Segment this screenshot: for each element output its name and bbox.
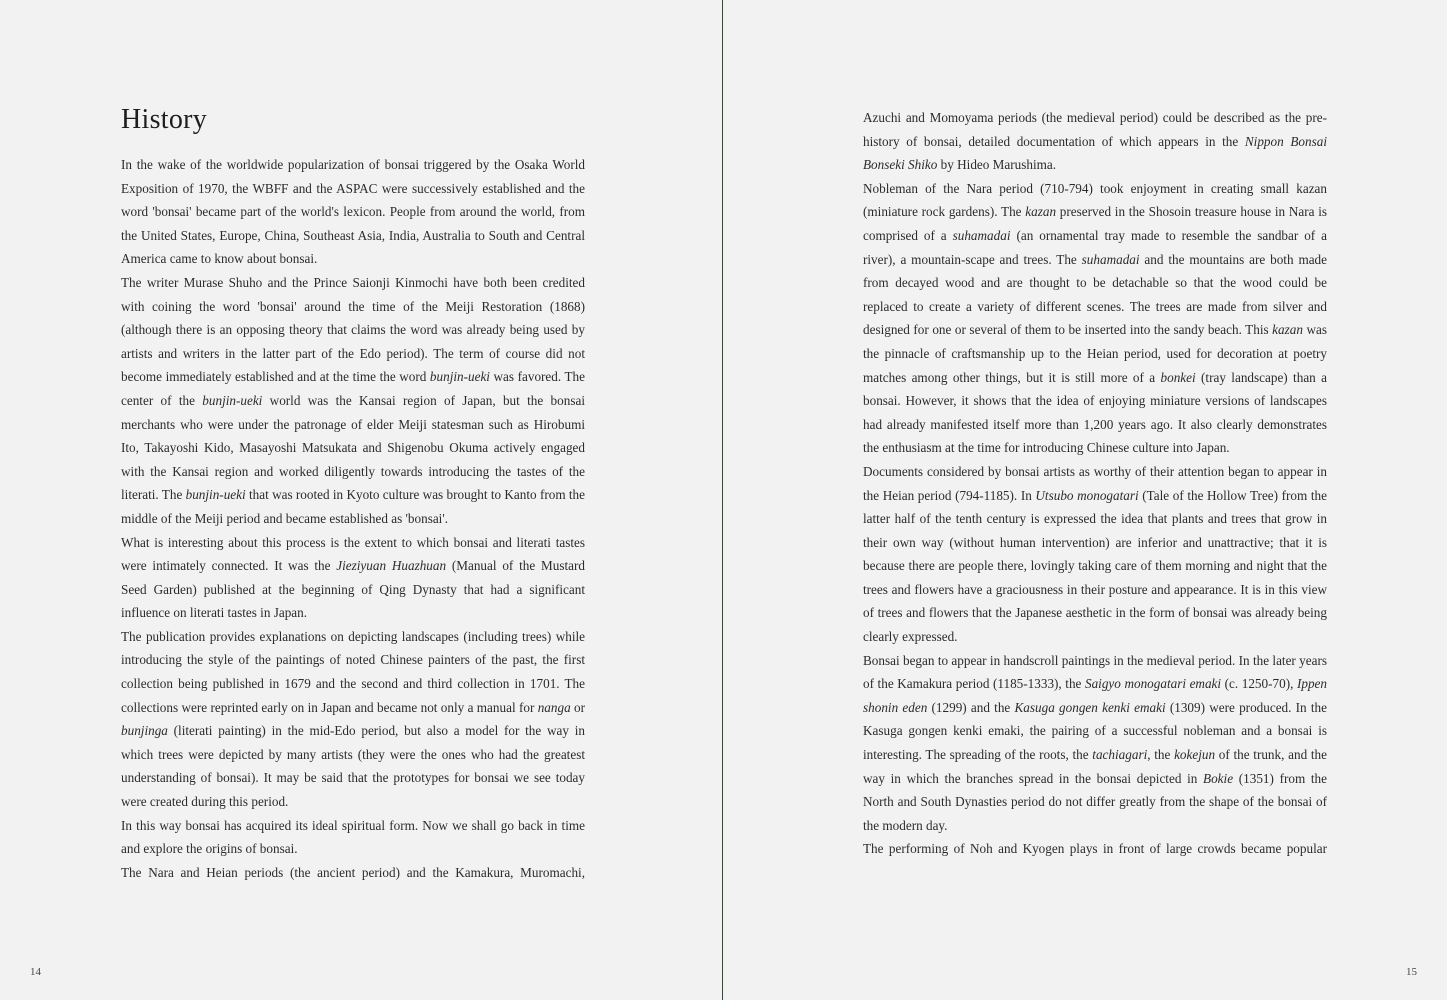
text-run: (literati painting) in the mid-Edo period, but also a model for the way in which trees were depicted by many artists (they were the ones who had the greatest understanding of bonsai). It may be said that the prototypes for bonsai we see today were created during this period. [121,723,585,810]
text-run: or [570,699,585,715]
text-run: (tray landscape) than a bonsai. However, it shows that the idea of enjoying miniature versions of landscapes had already manifested itself more than 1,200 years ago. It also clearly demonstrates the enthusiasm at the time for introducing Chinese culture into Japan. [863,369,1327,456]
text-run: preserved in the Shosoin treasure house in Nara is comprised of a [863,204,1327,243]
text-run: (1299) and the [927,699,1015,715]
text-run: (an ornamental tray made to resemble the sandbar of a river), a mountain-scape and trees. The [863,227,1327,267]
text-run: world was the Kansai region of Japan, but the bonsai merchants who were under the patronage of elder Meiji statesman such as Hirobumi Ito, Takayoshi Kido, Masayoshi Matsukata and Shigenobu Okuma actively engaged with the Kansai region and worked diligently towards introducing the tastes of the literati. The [121,392,585,503]
italic-term: Jieziyuan Huazhuan [336,558,447,574]
italic-term: nanga [537,699,571,715]
text-run: , the [1147,747,1175,763]
italic-term: tachiagari [1092,747,1148,763]
left-page [0,0,722,1000]
text-run: The writer Murase Shuho and the Prince Saionji Kinmochi have both been credited with coining the word 'bonsai' around the time of the Meiji Restoration (1868) (although there is an opposing theory that claims the word was already being used by artists and writers in the latter part of the Edo period). The term of course did not become immediately established and at the time the word [121,274,585,385]
left-body-text [121,153,585,884]
italic-term: Bokie [1203,770,1234,786]
italic-term: bunjin-ueki [429,369,490,385]
paragraph [121,814,585,861]
italic-term: kokejun [1174,747,1216,763]
text-run: was favored. The center of the [121,369,585,408]
text-run: (1351) from the North and South Dynasties period do not differ greatly from the shape of the bonsai of the modern day. [863,770,1327,833]
paragraph [863,106,1327,177]
text-run: was the pinnacle of craftsmanship up to the Heian period, used for decoration at poetry matches among other things, but it is still more of a [863,322,1327,385]
page-heading: History [121,104,208,135]
text-run: of the trunk, and the way in which the branches spread in the bonsai depicted in [863,747,1327,786]
paragraph [121,531,585,625]
paragraph [121,153,585,271]
italic-term: Nippon Bonsai Bonseki Shiko [863,133,1327,173]
italic-term: Kasuga gongen kenki emaki [1014,699,1166,715]
italic-term: bonkei [1160,369,1196,385]
paragraph [863,649,1327,838]
text-run: The Nara and Heian periods (the ancient period) and the Kamakura, Muromachi, [121,864,585,880]
paragraph [121,625,585,814]
italic-term: kazan [1272,322,1303,338]
italic-term: bunjin-ueki [202,392,263,408]
page-number-left: 14 [30,966,41,978]
right-page [723,0,1447,1000]
text-run: Nobleman of the Nara period (710-794) took enjoyment in creating small kazan (miniature rock gardens). The [863,180,1327,220]
right-body-text [863,106,1327,861]
text-run: by Hideo Marushima. [937,157,1057,173]
text-run: The publication provides explanations on depicting landscapes (including trees) while introducing the style of the paintings of noted Chinese painters of the past, the first collection being published in 1679 and the second and third collection in 1701. The collections were reprinted early on in Japan and became not only a manual for [121,628,585,715]
text-run: and the mountains are both made from decayed wood and are thought to be detachable so that the wood could be replaced to create a variety of different scenes. The trees are made from silver and designed for one or several of them to be inserted into the sandy beach. This [863,251,1327,338]
text-run: In the wake of the worldwide popularization of bonsai triggered by the Osaka World Exposition of 1970, the WBFF and the ASPAC were successively established and the word 'bonsai' became part of the world's lexicon. People from around the world, from the United States, Europe, China, Southeast Asia, India, Australia to South and Central America came to know about bonsai. [121,157,585,267]
text-run: Documents considered by bonsai artists as worthy of their attention began to appear in the Heian period (794-1185). In [863,463,1327,503]
text-run: The performing of Noh and Kyogen plays in front of large crowds became popular [863,841,1327,857]
text-run: What is interesting about this process is the extent to which bonsai and literati tastes were intimately connected. It was the [121,534,585,574]
text-run: In this way bonsai has acquired its ideal spiritual form. Now we shall go back in time and explore the origins of bonsai. [121,817,585,857]
text-run: (c. 1250-70), [1221,676,1297,692]
page-number-right: 15 [1406,966,1417,978]
text-run: Azuchi and Momoyama periods (the medieval period) could be described as the pre-history of bonsai, detailed documentation of which appears in the [863,110,1327,149]
italic-term: bunjinga [121,723,168,739]
text-run: (1309) were produced. In the Kasuga gongen kenki emaki, the pairing of a successful nobleman and a bonsai is interesting. The spreading of the roots, the [863,699,1327,763]
italic-term: suhamadai [1081,251,1140,267]
paragraph [863,177,1327,460]
italic-term: suhamadai [952,227,1011,243]
italic-term: bunjin-ueki [185,487,246,503]
italic-term: Saigyo monogatari emaki [1084,676,1222,692]
italic-term: Utsubo monogatari [1035,487,1139,503]
text-run: that was rooted in Kyoto culture was brought to Kanto from the middle of the Meiji period and became established as 'bonsai'. [121,487,585,526]
text-run: (Manual of the Mustard Seed Garden) published at the beginning of Qing Dynasty that had a significant influence on literati tastes in Japan. [121,558,585,621]
text-run: Bonsai began to appear in handscroll paintings in the medieval period. In the later years of the Kamakura period (1185-1333), the [863,652,1327,692]
paragraph [121,271,585,531]
paragraph [121,861,585,885]
paragraph [863,837,1327,861]
paragraph [863,460,1327,649]
text-run: (Tale of the Hollow Tree) from the latter half of the tenth century is expressed the idea that plants and trees that grow in their own way (without human intervention) are inferior and unattractive; that it is because there are people there, lovingly taking care of them morning and night that the trees and flowers have a graciousness in their posture and appearance. It is in this view of trees and flowers that the Japanese aesthetic in the form of bonsai was already being clearly expressed. [863,487,1327,645]
italic-term: Ippen shonin eden [863,676,1327,715]
italic-term: kazan [1025,204,1057,220]
